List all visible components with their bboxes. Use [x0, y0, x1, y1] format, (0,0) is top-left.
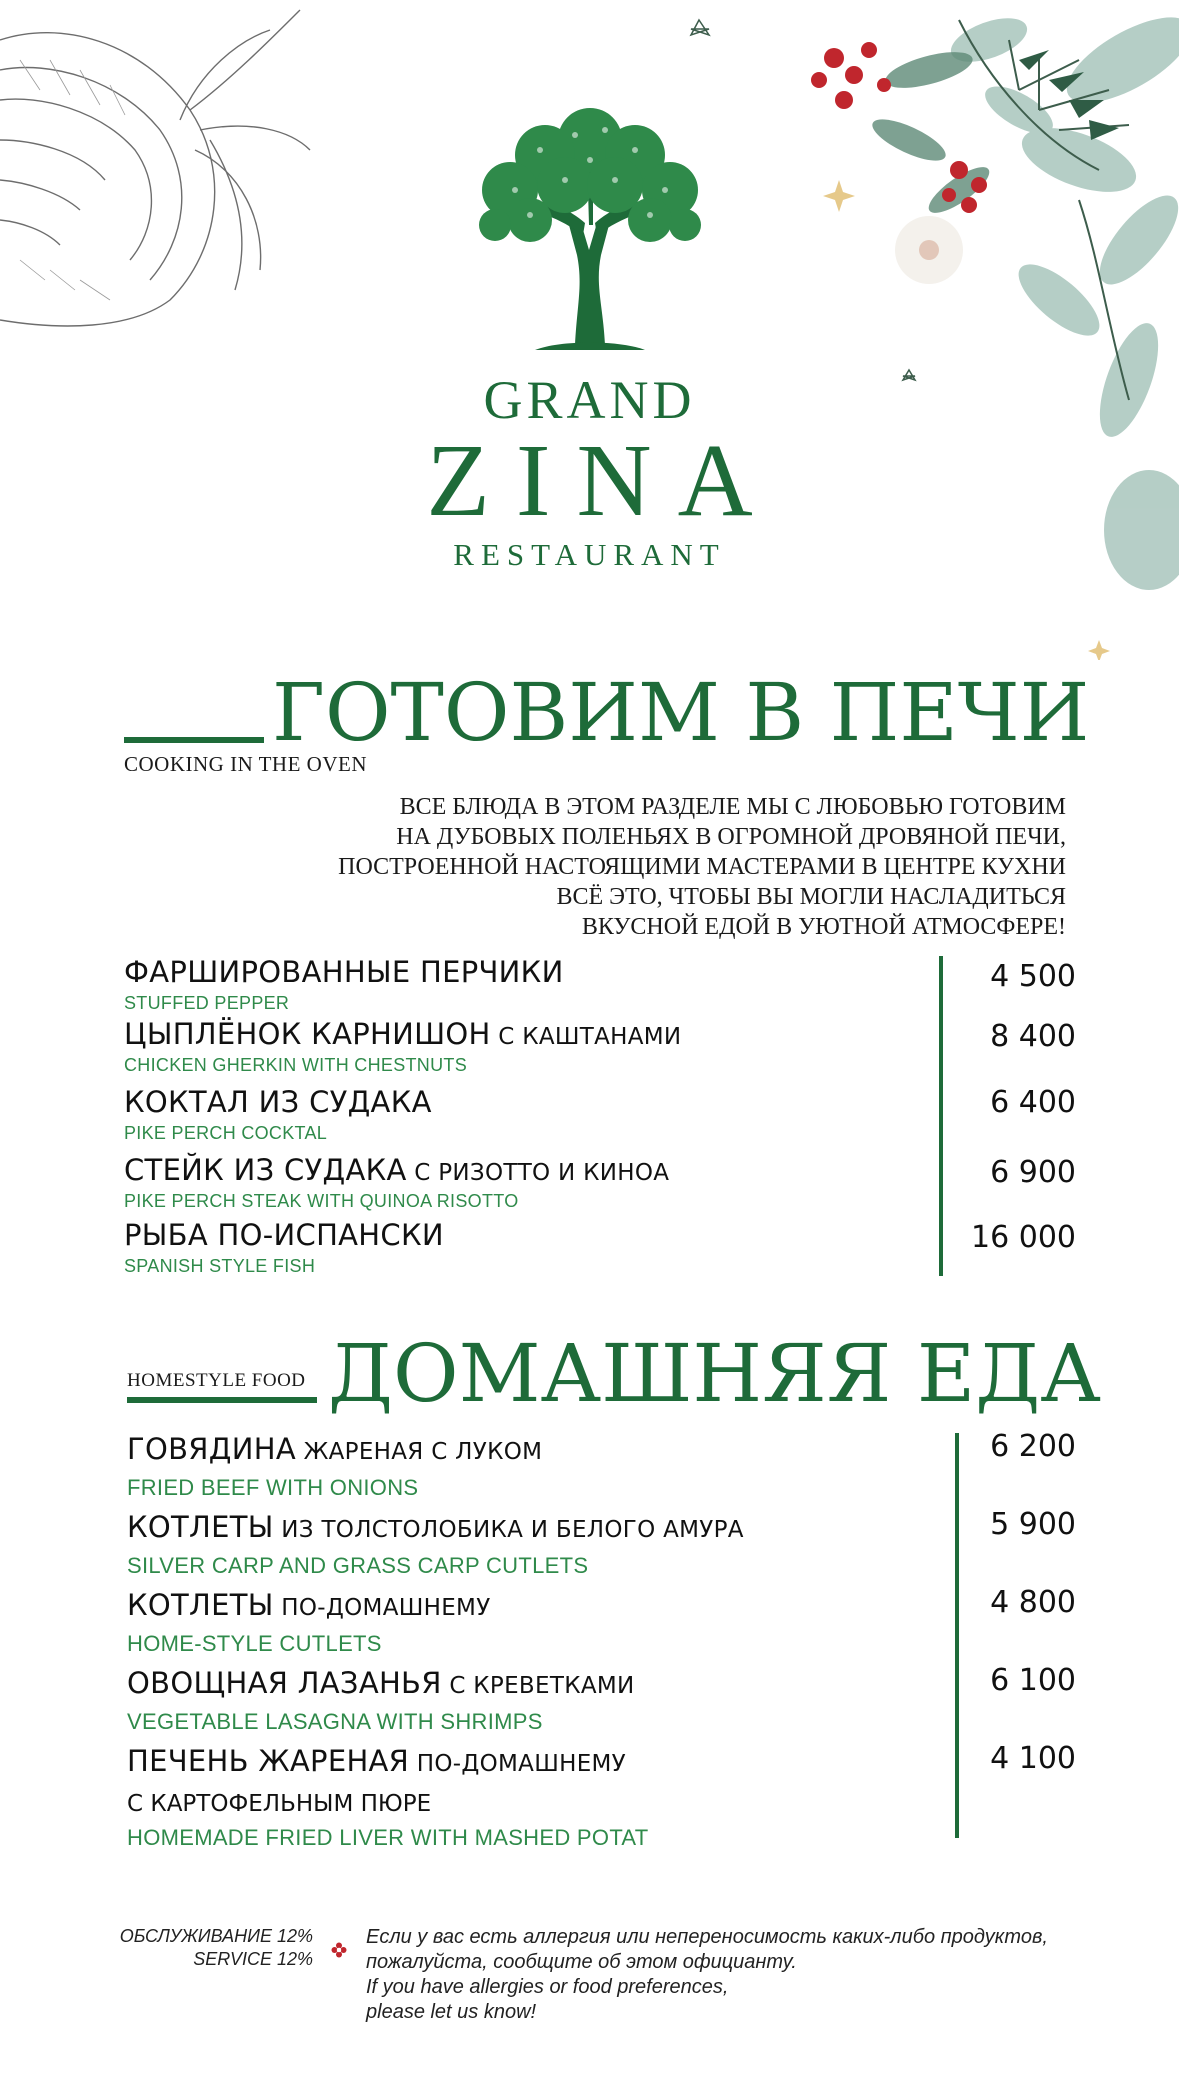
item-name-extra: С РИЗОТТО И КИНОА — [406, 1160, 670, 1186]
item-name-en: PIKE PERCH COCKTAL — [124, 1123, 328, 1143]
section-intro — [338, 792, 1066, 942]
allergy-note-line: please let us know! — [366, 2001, 537, 2023]
item-price: 5 900 — [990, 1507, 1076, 1542]
allergy-note-line: пожалуйста, сообщите об этом официанту. — [366, 1951, 797, 1973]
menu-item — [124, 1017, 681, 1076]
item-name-en: STUFFED PEPPER — [124, 993, 290, 1013]
service-charge — [120, 1925, 313, 1971]
item-name: ФАРШИРОВАННЫЕ ПЕРЧИКИ — [124, 955, 564, 989]
menu-item — [127, 1666, 635, 1735]
item-name-extra: ПО-ДОМАШНЕМУ — [273, 1595, 491, 1621]
menu-item — [124, 955, 564, 1014]
item-name-en: FRIED BEEF WITH ONIONS — [127, 1475, 419, 1500]
section-title-oven: ГОТОВИМ В ПЕЧИ — [272, 666, 1090, 759]
item-name-extra: С КРЕВЕТКАМИ — [441, 1673, 635, 1699]
item-price: 4 100 — [990, 1741, 1076, 1776]
item-name: КОКТАЛ ИЗ СУДАКА — [124, 1085, 432, 1119]
item-name: КОТЛЕТЫ — [127, 1510, 274, 1544]
menu-item — [127, 1588, 491, 1657]
price-divider — [939, 956, 943, 1276]
item-name: ОВОЩНАЯ ЛАЗАНЬЯ — [127, 1666, 442, 1700]
section-subtitle-oven: COOKING IN THE OVEN — [124, 752, 368, 776]
item-name: РЫБА ПО-ИСПАНСКИ — [124, 1218, 444, 1252]
item-price: 16 000 — [971, 1220, 1076, 1255]
item-name-extra: ЖАРЕНАЯ С ЛУКОМ — [295, 1439, 543, 1465]
item-price: 6 100 — [990, 1663, 1076, 1698]
section-title-home: ДОМАШНЯЯ ЕДА — [328, 1327, 1101, 1420]
intro-line: ВКУСНОЙ ЕДОЙ В УЮТНОЙ АТМОСФЕРЕ! — [581, 914, 1066, 940]
item-name: ГОВЯДИНА — [127, 1432, 296, 1466]
item-name-en: HOME-STYLE CUTLETS — [127, 1631, 382, 1656]
menu-item — [127, 1432, 542, 1501]
item-name-en: VEGETABLE LASAGNA WITH SHRIMPS — [127, 1709, 543, 1734]
restaurant-logo — [0, 95, 1179, 570]
item-price: 6 900 — [990, 1155, 1076, 1190]
item-name: СТЕЙК ИЗ СУДАКА — [124, 1153, 407, 1187]
item-price: 4 500 — [990, 959, 1076, 994]
menu-item — [127, 1744, 649, 1851]
menu-item — [127, 1510, 744, 1579]
section-subtitle-home: HOMESTYLE FOOD — [127, 1370, 306, 1391]
section-rule — [124, 737, 264, 743]
menu-item — [124, 1153, 669, 1212]
price-divider — [955, 1433, 959, 1838]
intro-line: ВСЁ ЭТО, ЧТОБЫ ВЫ МОГЛИ НАСЛАДИТЬСЯ — [556, 884, 1066, 910]
item-name-extra: С КАШТАНАМИ — [490, 1024, 682, 1050]
allergy-note-line: If you have allergies or food preferences, — [366, 1976, 729, 1998]
flower-bullet-icon — [331, 1942, 347, 1958]
item-name-extra: ПО-ДОМАШНЕМУ — [409, 1751, 626, 1777]
item-name-en: HOMEMADE FRIED LIVER WITH MASHED POTAT — [127, 1825, 649, 1850]
intro-line: ПОСТРОЕННОЙ НАСТОЯЩИМИ МАСТЕРАМИ В ЦЕНТРЕ КУХНИ — [338, 854, 1066, 880]
menu-item — [124, 1218, 444, 1277]
intro-line: ВСЕ БЛЮДА В ЭТОМ РАЗДЕЛЕ МЫ С ЛЮБОВЬЮ ГОТОВИМ — [399, 794, 1066, 820]
allergy-note-line: Если у вас есть аллергия или непереносимость каких-либо продуктов, — [366, 1926, 1048, 1948]
service-charge-en: SERVICE 12% — [193, 1949, 313, 1969]
item-name-en: CHICKEN GHERKIN WITH CHESTNUTS — [124, 1055, 468, 1075]
item-name: ПЕЧЕНЬ ЖАРЕНАЯ — [127, 1744, 410, 1778]
item-name-en: SILVER CARP AND GRASS CARP CUTLETS — [127, 1553, 589, 1578]
item-name: ЦЫПЛЁНОК КАРНИШОН — [124, 1017, 491, 1051]
item-name-en: PIKE PERCH STEAK WITH QUINOA RISOTTO — [124, 1191, 519, 1211]
item-name: КОТЛЕТЫ — [127, 1588, 274, 1622]
menu-item — [124, 1085, 432, 1144]
item-price: 6 400 — [990, 1085, 1076, 1120]
allergy-note — [366, 1925, 1048, 2025]
section-rule — [127, 1397, 317, 1403]
item-price: 8 400 — [990, 1019, 1076, 1054]
item-name-line2: С КАРТОФЕЛЬНЫМ ПЮРЕ — [127, 1791, 432, 1817]
brand-zina: ZINA — [426, 423, 779, 538]
item-price: 4 800 — [990, 1585, 1076, 1620]
brand-restaurant: RESTAURANT — [453, 537, 726, 572]
item-name-en: SPANISH STYLE FISH — [124, 1256, 316, 1276]
item-price: 6 200 — [990, 1429, 1076, 1464]
intro-line: НА ДУБОВЫХ ПОЛЕНЬЯХ В ОГРОМНОЙ ДРОВЯНОЙ ПЕЧИ, — [396, 824, 1066, 850]
tree-icon — [465, 95, 715, 355]
service-charge-ru: ОБСЛУЖИВАНИЕ 12% — [119, 1926, 313, 1946]
brand-grand: GRAND — [483, 370, 696, 430]
item-name-extra: ИЗ ТОЛСТОЛОБИКА И БЕЛОГО АМУРА — [273, 1517, 744, 1543]
